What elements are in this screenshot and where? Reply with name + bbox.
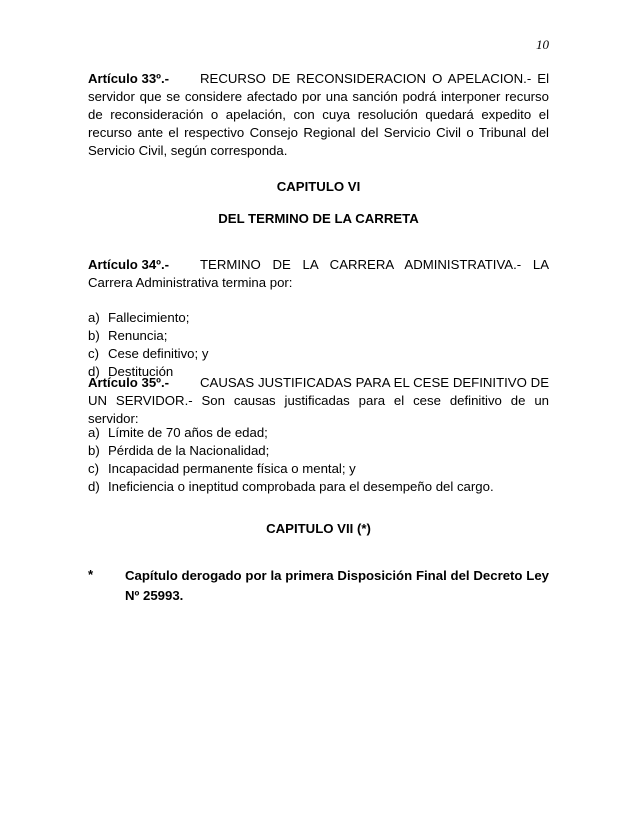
list-item-mark: a)	[88, 310, 100, 325]
page-number: 10	[536, 37, 549, 52]
list-item-text: Pérdida de la Nacionalidad;	[108, 443, 270, 458]
article-35	[88, 374, 549, 428]
list-item-mark: b)	[88, 328, 100, 343]
article-34-label: Artículo 34º.-	[88, 257, 170, 272]
article-33-text: RECURSO DE RECONSIDERACION O APELACION.- El servidor que se considere afectado por una sanción podrá interponer recurso de reconsideración o apelación, con cuya resolución quedará expedito el recurso ante el respectivo Consejo Regional del Servicio Civil o Tribunal del Servicio Civil, según corresponda.	[88, 71, 549, 158]
list-item-mark: a)	[88, 425, 100, 440]
list-item	[88, 460, 549, 478]
chapter-6-title: DEL TERMINO DE LA CARRETA	[218, 211, 419, 226]
list-item	[88, 309, 549, 327]
list-item-mark: c)	[88, 461, 99, 476]
list-item-text: Destitución	[108, 364, 174, 379]
list-item	[88, 424, 549, 442]
article-34-list	[88, 309, 549, 381]
list-item	[88, 442, 549, 460]
list-item	[88, 327, 549, 345]
chapter-7-heading: CAPITULO VII (*)	[266, 521, 371, 536]
list-item-text: Cese definitivo; y	[108, 346, 209, 361]
article-35-text: CAUSAS JUSTIFICADAS PARA EL CESE DEFINITIVO DE UN SERVIDOR.- Son causas justificadas para el cese definitivo de un servidor:	[88, 375, 549, 426]
footnote-text: Capítulo derogado por la primera Disposición Final del Decreto Ley Nº 25993.	[125, 568, 549, 603]
article-33	[88, 70, 549, 160]
article-34-text: TERMINO DE LA CARRERA ADMINISTRATIVA.- LA Carrera Administrativa termina por:	[88, 257, 549, 290]
list-item-mark: d)	[88, 479, 100, 494]
list-item-mark: d)	[88, 364, 100, 379]
list-item-mark: c)	[88, 346, 99, 361]
list-item-text: Fallecimiento;	[108, 310, 190, 325]
list-item	[88, 478, 549, 496]
list-item-mark: b)	[88, 443, 100, 458]
list-item-text: Ineficiencia o ineptitud comprobada para el desempeño del cargo.	[108, 479, 494, 494]
chapter-7-footnote	[88, 566, 549, 606]
chapter-6-heading: CAPITULO VI	[276, 179, 361, 194]
list-item-text: Incapacidad permanente física o mental; y	[108, 461, 356, 476]
article-35-label: Artículo 35º.-	[88, 375, 170, 390]
asterisk-mark: *	[88, 567, 94, 582]
article-34	[88, 256, 549, 292]
article-33-label: Artículo 33º.-	[88, 71, 170, 86]
list-item-text: Renuncia;	[108, 328, 168, 343]
article-35-list	[88, 424, 549, 496]
list-item	[88, 345, 549, 363]
list-item-text: Límite de 70 años de edad;	[108, 425, 268, 440]
